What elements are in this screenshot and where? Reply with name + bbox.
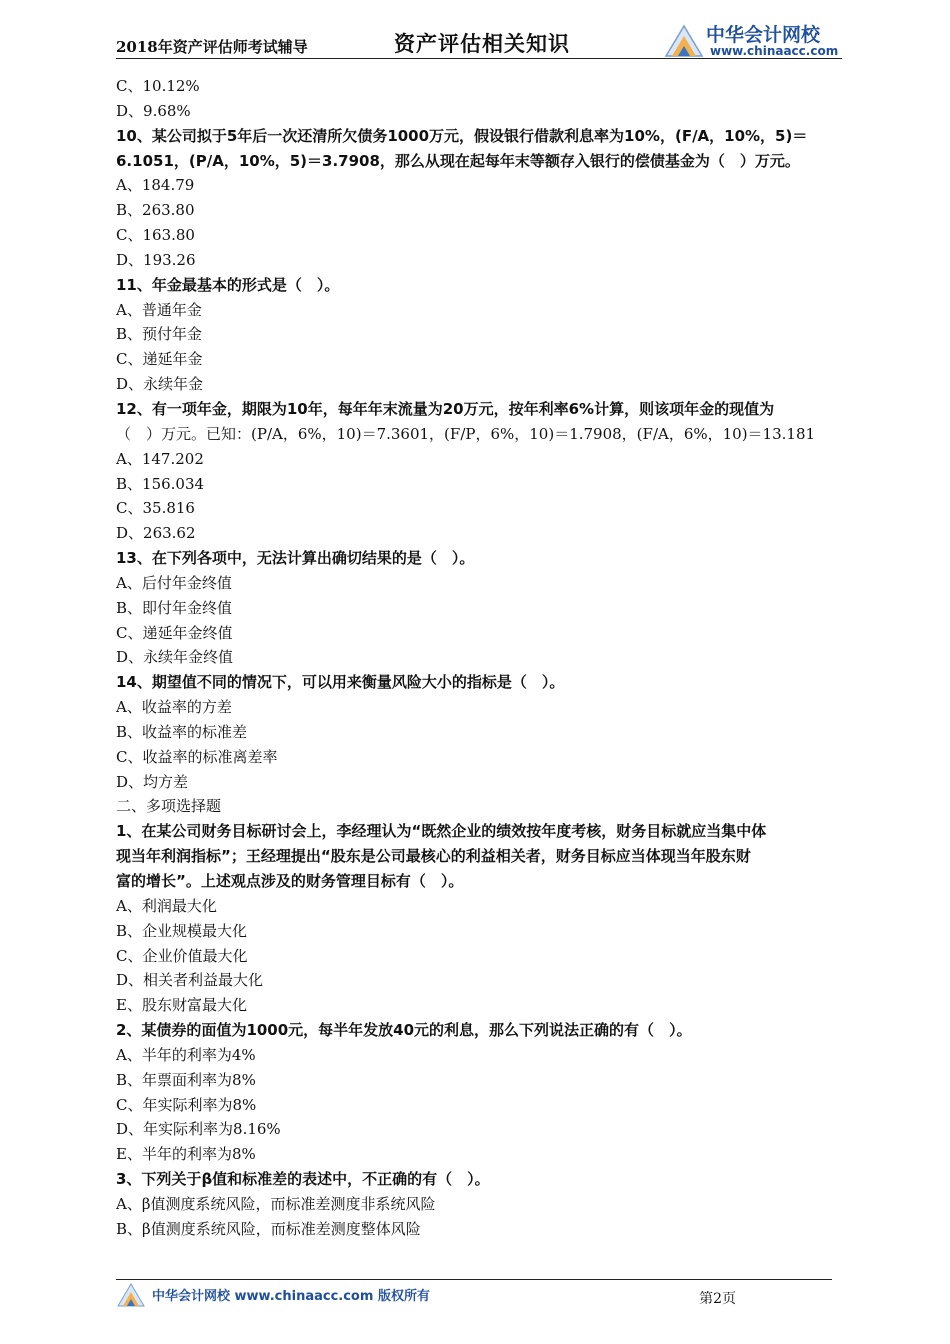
option-line: D、均方差 (116, 772, 189, 791)
question-line: 13、在下列各项中，无法计算出确切结果的是（ ）。 (116, 549, 475, 568)
option-line: 二、多项选择题 (116, 797, 222, 816)
question-line: 12、有一项年金，期限为10年，每年年末流量为20万元，按年利率6%计算，则该项年金的现值为 (116, 399, 775, 418)
option-line: C、企业价值最大化 (116, 946, 248, 965)
logo-url: www.chinaacc.com (710, 44, 839, 58)
question-line: 1、在某公司财务目标研讨会上，李经理认为“既然企业的绩效按年度考核，财务目标就应当集中体 (116, 822, 767, 841)
footer-logo-icon (116, 1282, 146, 1308)
option-line: C、递延年金终值 (116, 623, 233, 642)
page-footer (116, 1276, 832, 1316)
option-line: （ ）万元。已知：(P/A，6%，10)＝7.3601，(F/P，6%，10)＝1.7908，(F/A，6%，10)＝13.181 (116, 424, 816, 443)
option-line: E、半年的利率为8% (116, 1145, 256, 1164)
option-line: B、预付年金 (116, 325, 203, 344)
question-line: 现当年利润指标”；王经理提出“股东是公司最核心的利益相关者，财务目标应当体现当年股东财 (116, 847, 751, 866)
brand-logo (662, 20, 842, 60)
subject-title: 资产评估相关知识 (394, 31, 570, 56)
question-line: 2、某债券的面值为1000元，每半年发放40元的利息，那么下列说法正确的有（ ）。 (116, 1021, 692, 1040)
option-line: A、收益率的方差 (116, 698, 232, 717)
option-line: D、9.68% (116, 101, 191, 120)
question-line: 10、某公司拟于5年后一次还清所欠债务1000万元，假设银行借款利息率为10%，(F/A，10%，5)＝ (116, 126, 808, 145)
option-line: B、156.034 (116, 474, 205, 493)
question-line: 11、年金最基本的形式是（ ）。 (116, 275, 340, 294)
option-line: C、163.80 (116, 226, 195, 245)
header-rule (116, 58, 842, 59)
option-line: D、年实际利率为8.16% (116, 1120, 281, 1139)
option-line: A、普通年金 (116, 300, 202, 319)
option-line: D、263.62 (116, 524, 196, 543)
option-line: A、147.202 (116, 449, 204, 468)
option-line: C、35.816 (116, 499, 195, 518)
course-title: 2018年资产评估师考试辅导 (116, 38, 308, 56)
option-line: B、即付年金终值 (116, 598, 233, 617)
question-line: 3、下列关于β值和标准差的表述中，不正确的有（ ）。 (116, 1170, 490, 1189)
option-line: D、永续年金终值 (116, 648, 234, 667)
option-line: A、利润最大化 (116, 896, 217, 915)
option-line: B、收益率的标准差 (116, 722, 248, 741)
document-body (116, 74, 842, 1242)
option-line: D、193.26 (116, 250, 196, 269)
footer-copyright: 中华会计网校 www.chinaacc.com 版权所有 (152, 1289, 430, 1304)
option-line: B、年票面利率为8% (116, 1070, 256, 1089)
page-number: 第2页 (699, 1291, 736, 1307)
option-line: D、相关者利益最大化 (116, 971, 264, 990)
option-line: B、β值测度系统风险，而标准差测度整体风险 (116, 1219, 421, 1238)
logo-chinese: 中华会计网校 (706, 24, 821, 46)
question-line: 富的增长”。上述观点涉及的财务管理目标有（ ）。 (116, 872, 464, 890)
option-line: C、年实际利率为8% (116, 1095, 257, 1114)
option-line: C、收益率的标准离差率 (116, 747, 278, 766)
option-line: C、递延年金 (116, 350, 203, 369)
option-line: D、永续年金 (116, 375, 204, 394)
option-line: B、企业规模最大化 (116, 921, 248, 940)
footer-rule (116, 1279, 832, 1280)
page-header (116, 18, 842, 62)
option-line: A、184.79 (116, 176, 195, 195)
option-line: A、β值测度系统风险，而标准差测度非系统风险 (116, 1194, 436, 1213)
option-line: A、后付年金终值 (116, 573, 232, 592)
question-line: 6.1051，(P/A，10%，5)＝3.7908，那么从现在起每年末等额存入银行的偿债基金为（ ）万元。 (116, 151, 800, 170)
option-line: C、10.12% (116, 77, 200, 95)
option-line: E、股东财富最大化 (116, 996, 247, 1015)
option-line: B、263.80 (116, 201, 195, 220)
option-line: A、半年的利率为4% (116, 1045, 256, 1064)
question-line: 14、期望值不同的情况下，可以用来衡量风险大小的指标是（ ）。 (116, 673, 565, 692)
triangle-logo-icon (662, 22, 704, 60)
